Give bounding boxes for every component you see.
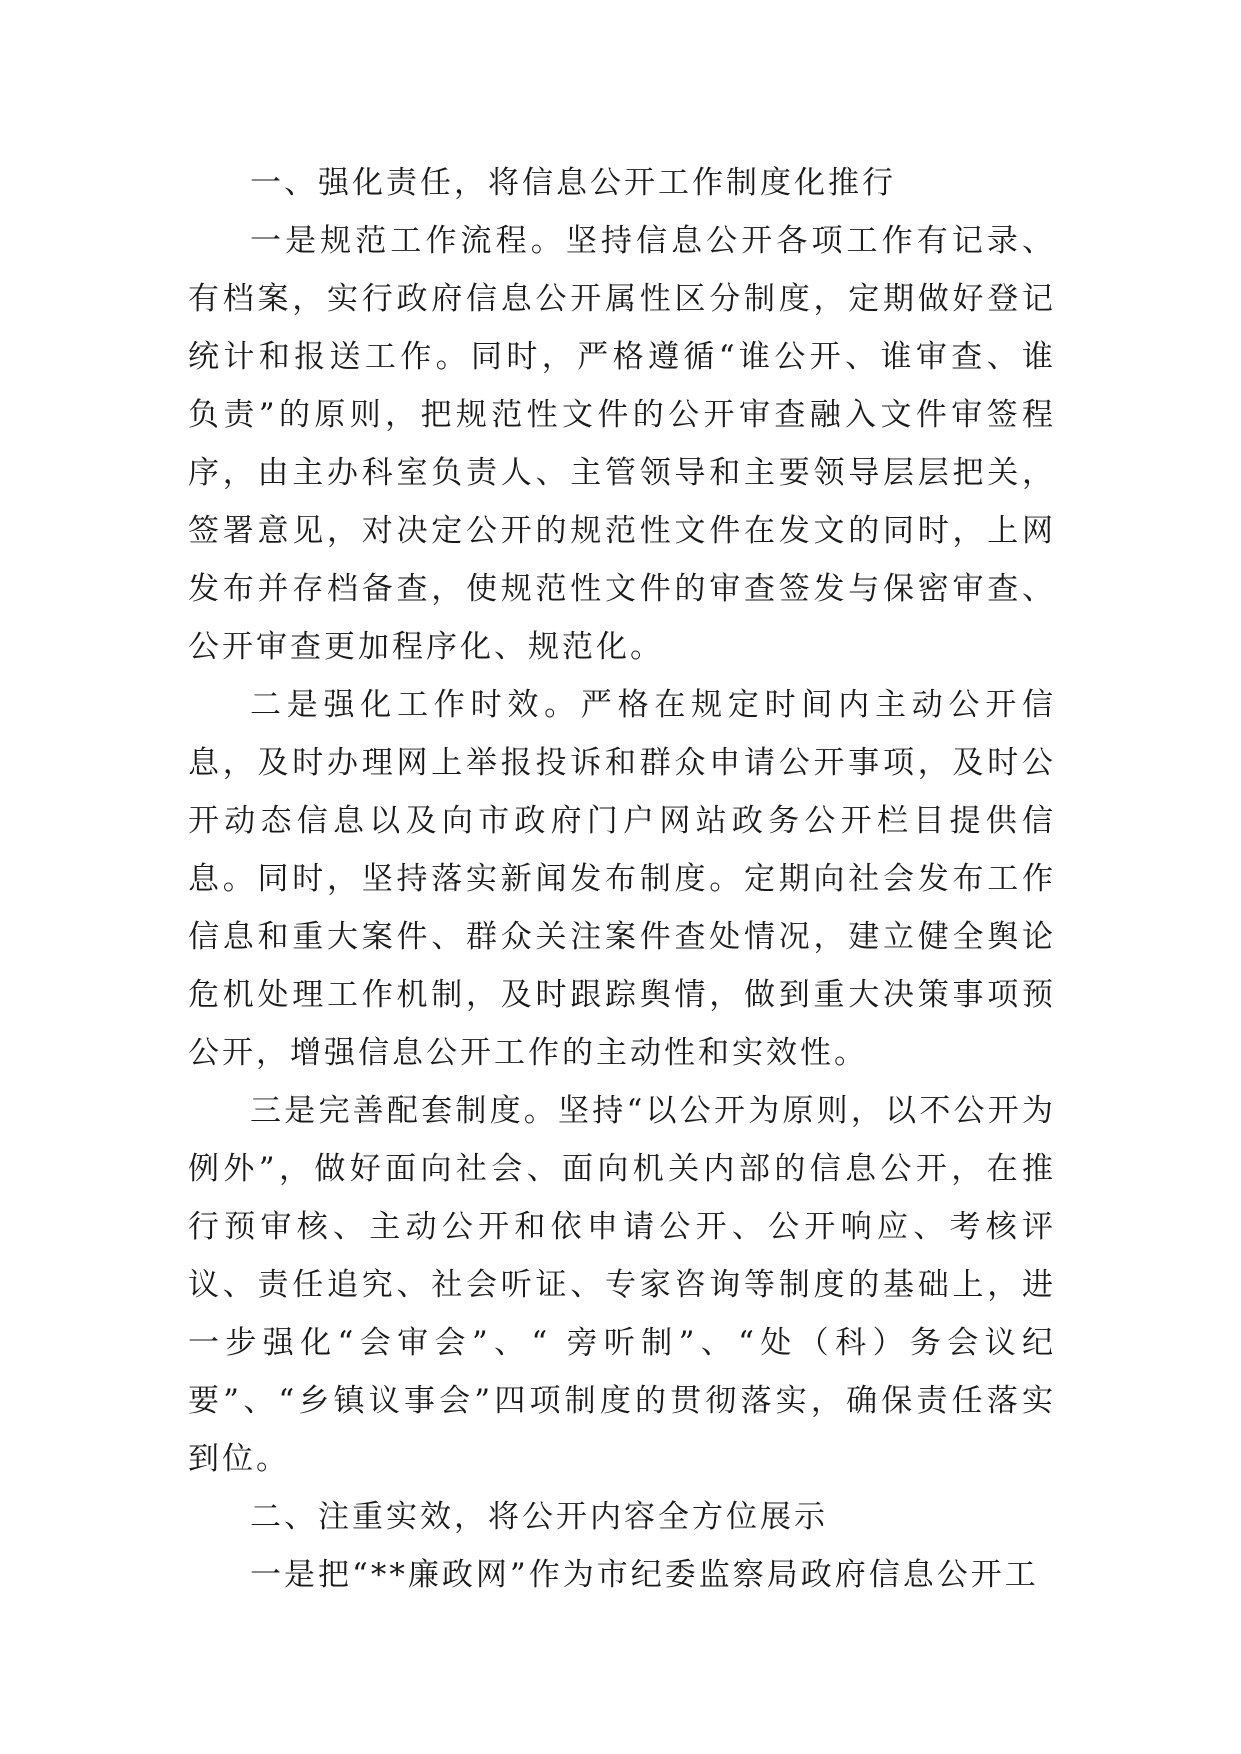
section-heading-2: 二、注重实效，将公开内容全方位展示 [250, 1499, 828, 1535]
paragraph-workflow: 一是规范工作流程。坚持信息公开各项工作有记录、有档案，实行政府信息公开属性区分制度，定期做好登记统计和报送工作。同时，严格遵循“谁公开、谁审查、谁负责”的原则，把规范性文件的公开审查融入文件审签程序，由主办科室负责人、主管领导和主要领导层层把关，签署意见，对决定公开的规范性文件在发文的同时，上网发布并存档备查，使规范性文件的审查签发与保密审查、公开审查更加程序化、规范化。 [188, 223, 1056, 665]
document-body [188, 154, 1056, 1604]
paragraph-timeliness: 二是强化工作时效。严格在规定时间内主动公开信息，及时办理网上举报投诉和群众申请公开事项，及时公开动态信息以及向市政府门户网站政务公开栏目提供信息。同时，坚持落实新闻发布制度。定期向社会发布工作信息和重大案件、群众关注案件查处情况，建立健全舆论危机处理工作机制，及时跟踪舆情，做到重大决策事项预公开，增强信息公开工作的主动性和实效性。 [188, 687, 1056, 1071]
paragraph-website: 一是把“**廉政网”作为市纪委监察局政府信息公开工 [250, 1557, 1039, 1593]
paragraph-supporting-systems: 三是完善配套制度。坚持“以公开为原则，以不公开为例外”，做好面向社会、面向机关内部的信息公开，在推行预审核、主动公开和依申请公开、公开响应、考核评议、责任追究、社会听证、专家咨询等制度的基础上，进一步强化“会审会”、“ 旁听制”、“处（科）务会议纪要”、“乡镇议事会”四项制度的贯彻落实，确保责任落实到位。 [188, 1093, 1056, 1477]
section-heading-1: 一、强化责任，将信息公开工作制度化推行 [250, 165, 896, 201]
